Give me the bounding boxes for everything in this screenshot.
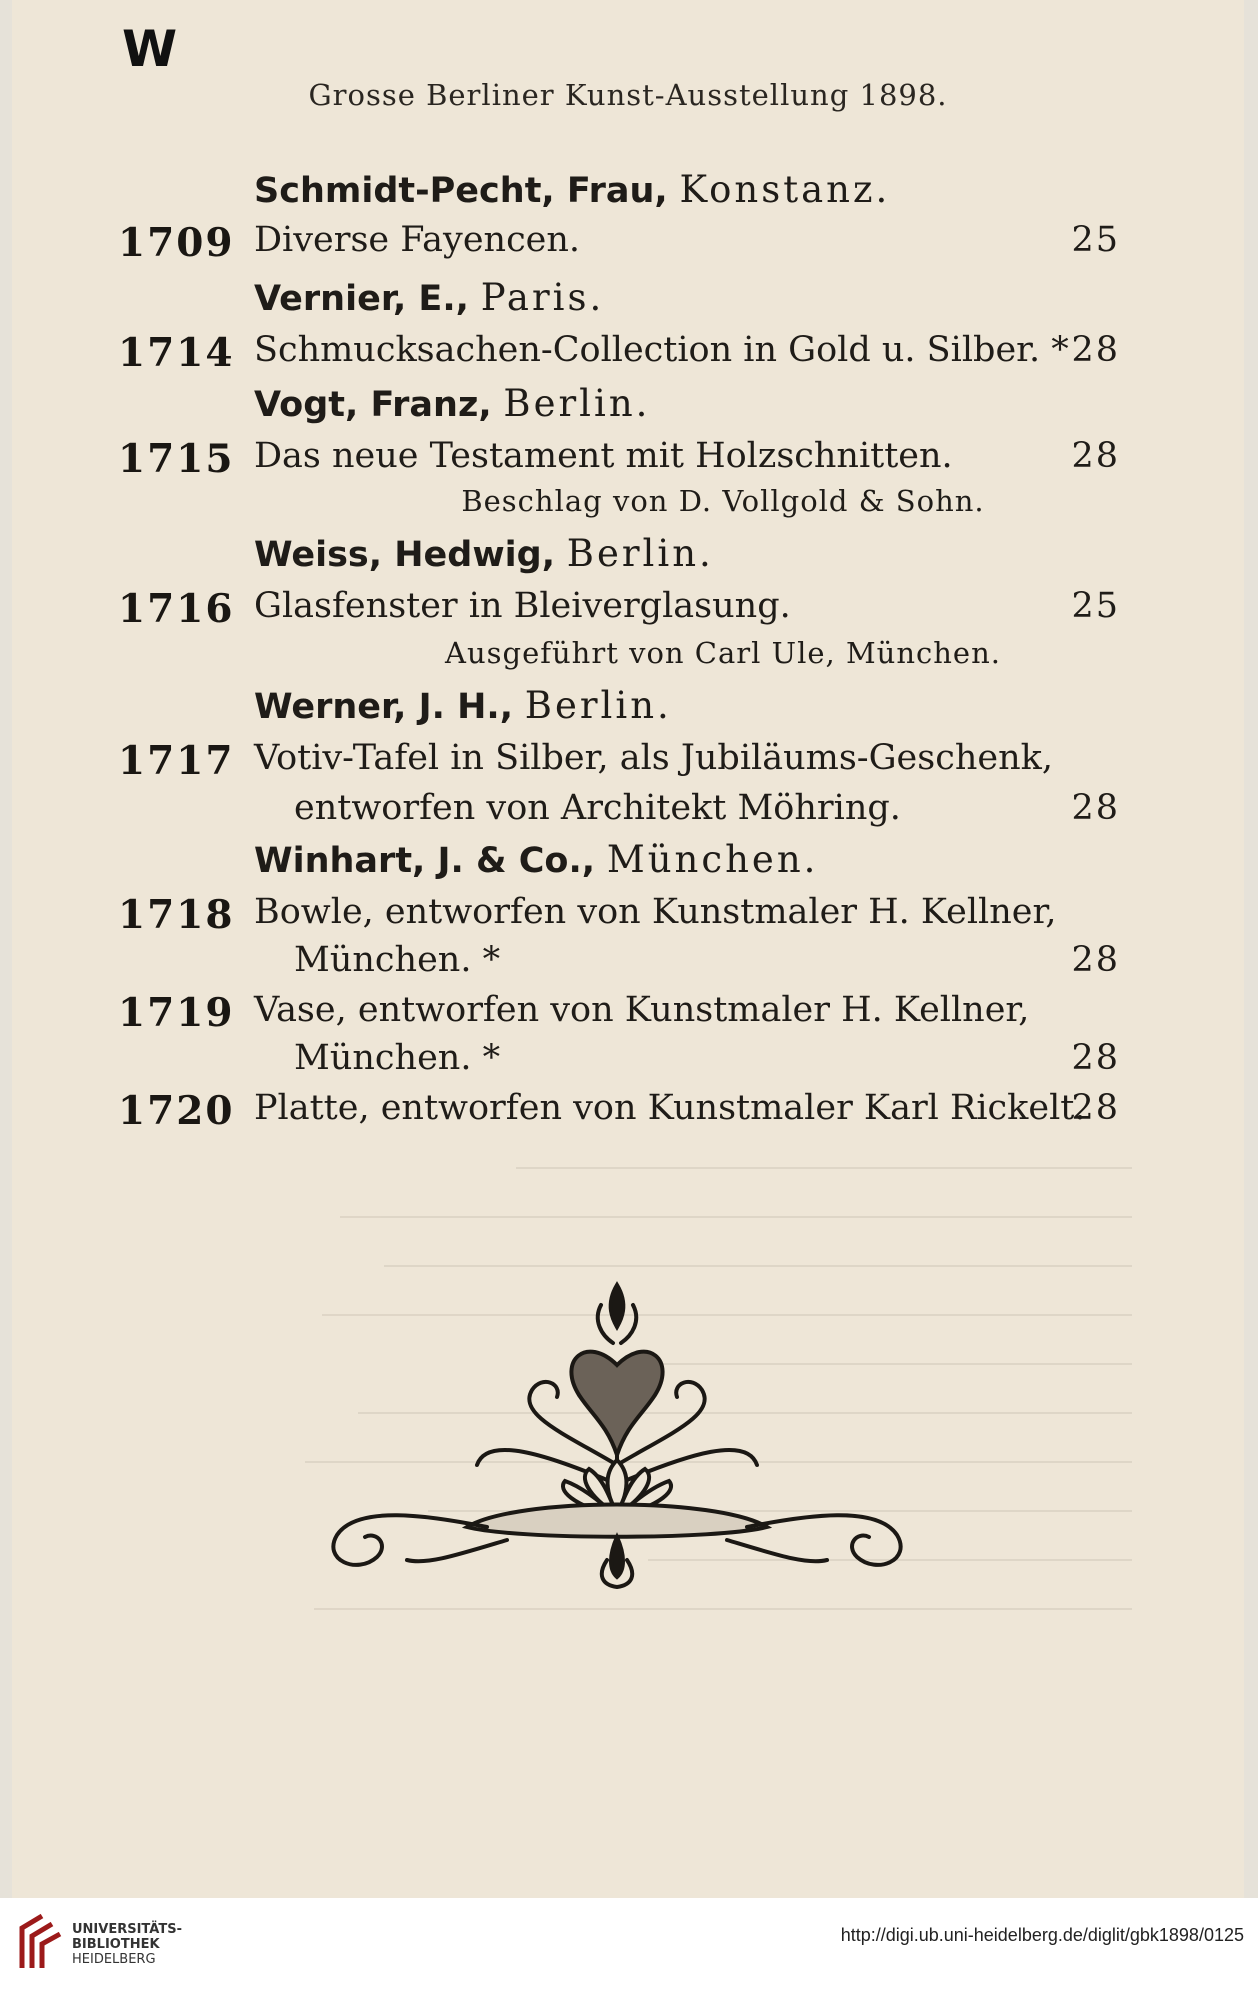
scanned-page [12,0,1244,1898]
catalogue-number: 1717 [118,738,235,784]
artist-name: Werner, J. H., [254,687,513,727]
catalogue-number: 1718 [118,892,235,938]
artist-heading [254,684,672,727]
entry-price: 28 [1071,436,1120,476]
artist-heading [254,382,650,425]
lotus-ornament-icon [317,1265,917,1615]
entry-price: 28 [1071,940,1120,980]
library-logo-icon [14,1908,64,1978]
entry-price: 28 [1071,1088,1120,1128]
artist-place: Paris. [480,276,605,319]
entry-description: Bowle, entworfen von Kunstmaler H. Kellner, [254,892,1057,932]
artist-place: München. [606,838,819,881]
artist-place: Berlin. [524,684,672,727]
catalogue-number: 1709 [118,220,235,266]
entry-description-continuation: entworfen von Architekt Möhring. [294,788,901,828]
entry-price: 28 [1071,788,1120,828]
running-head: Grosse Berliner Kunst-Ausstellung 1898. [308,78,948,112]
catalogue-number: 1720 [118,1088,235,1134]
artist-place: Konstanz. [679,168,891,211]
entry-description: Platte, entworfen von Kunstmaler Karl Rickelt. [254,1088,1086,1128]
entry-price: 25 [1071,586,1120,626]
artist-heading [254,838,818,881]
catalogue-number: 1719 [118,990,235,1036]
artist-heading [254,276,604,319]
library-name: UNIVERSITÄTS- BIBLIOTHEK HEIDELBERG [72,1922,182,1967]
artist-name: Vernier, E., [254,279,469,319]
source-url-link[interactable]: http://digi.ub.uni-heidelberg.de/diglit/gbk1898/0125 [840,1925,1244,1945]
digitization-footer [0,1898,1258,1989]
entry-price: 28 [1071,1038,1120,1078]
entry-price: 28 [1071,330,1120,370]
entry-description: Votiv-Tafel in Silber, als Jubiläums-Geschenk, [254,738,1053,778]
artist-name: Weiss, Hedwig, [254,535,556,575]
entry-description: Schmucksachen-Collection in Gold u. Silber. * [254,330,1069,370]
entry-description-continuation: München. * [294,1038,501,1078]
artist-place: Berlin. [503,382,651,425]
entry-description-continuation: München. * [294,940,501,980]
entry-description: Vase, entworfen von Kunstmaler H. Kellner, [254,990,1030,1030]
catalogue-number: 1714 [118,330,235,376]
artist-heading [254,532,714,575]
entry-price: 25 [1071,220,1120,260]
artist-name: Winhart, J. & Co., [254,841,596,881]
artist-place: Berlin. [566,532,714,575]
entry-description: Das neue Testament mit Holzschnitten. [254,436,953,476]
catalogue-number: 1715 [118,436,235,482]
artist-name: Vogt, Franz, [254,385,492,425]
entry-note: Beschlag von D. Vollgold & Sohn. [461,484,985,518]
catalogue-number: 1716 [118,586,235,632]
section-letter: W [122,20,178,78]
entry-note: Ausgeführt von Carl Ule, München. [445,636,1001,670]
artist-heading [254,168,890,211]
entry-description: Glasfenster in Bleiverglasung. [254,586,791,626]
entry-description: Diverse Fayencen. [254,220,581,260]
artist-name: Schmidt-Pecht, Frau, [254,171,668,211]
